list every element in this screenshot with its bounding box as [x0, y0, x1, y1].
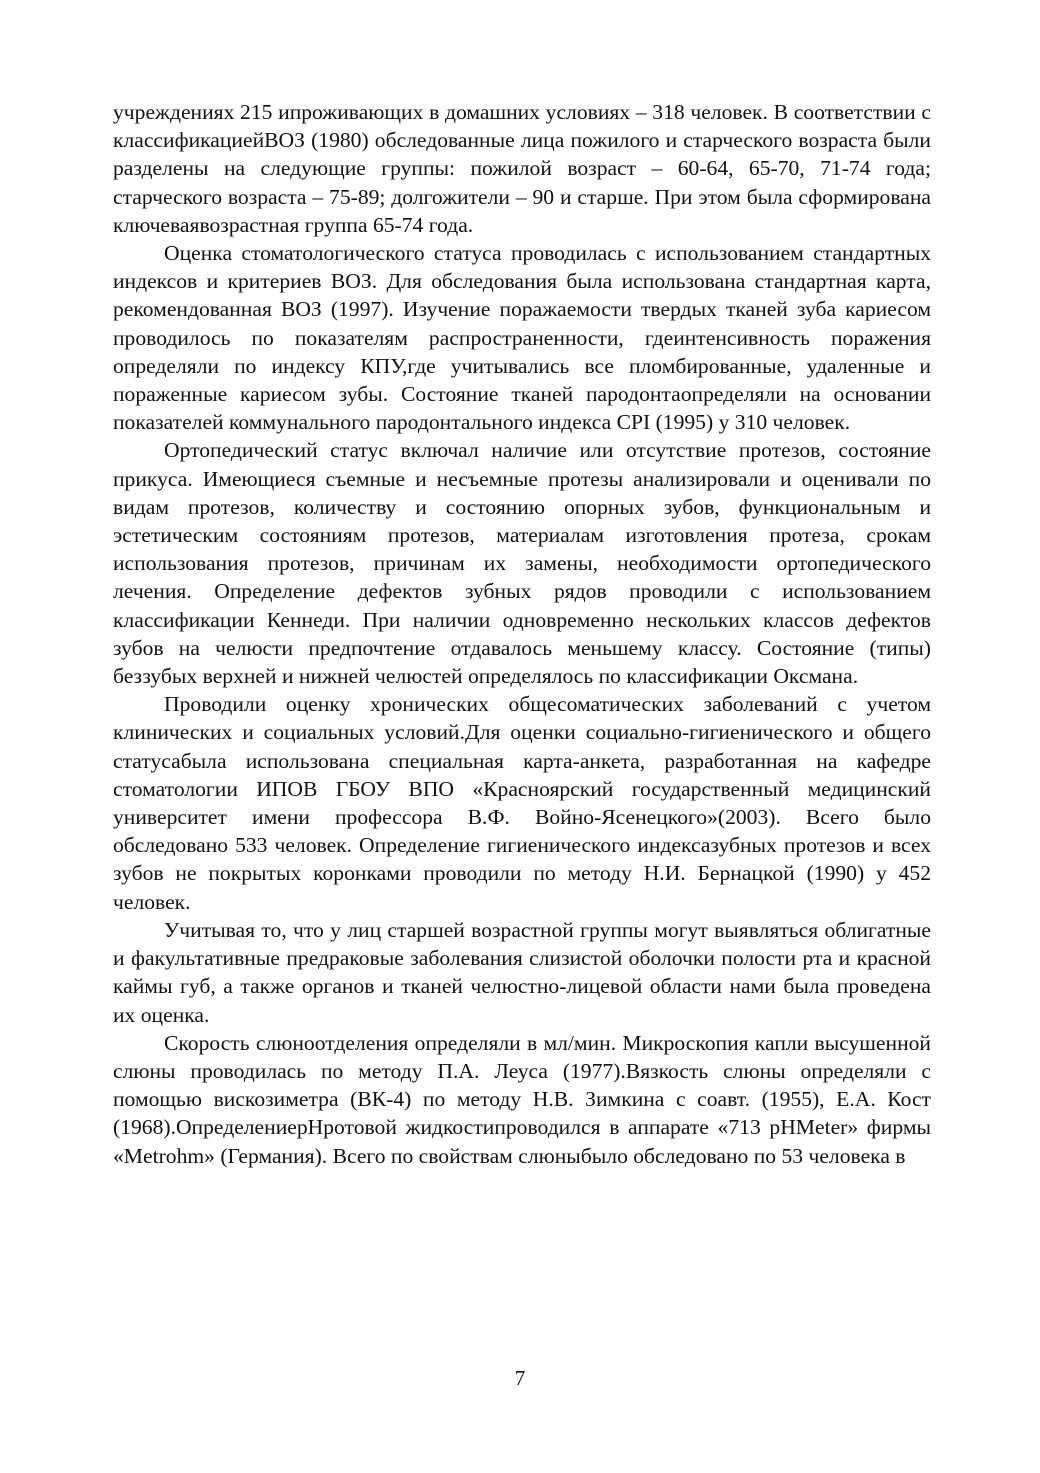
paragraph-precancerous-conditions: Учитывая то, что у лиц старшей возрастной группы могут выявляться облигатные и факультативные предраковые заболевания слизистой оболочки полости рта и красной каймы губ, а также органов и тканей челюстно-лицевой области нами была проведена их оценка. — [113, 917, 931, 1027]
page-number: 7 — [514, 1366, 526, 1390]
paragraph-continuation: учреждениях 215 ипроживающих в домашних условиях – 318 человек. В соответствии с классификациейВОЗ (1980) обследованные лица пожилого и старческого возраста были разделены на следующие группы: пожилой возраст – 60-64, 65-70, 71-74 года; старческого возраста – 75-89; долгожители – 90 и старше. При этом была сформирована ключеваявозрастная группа 65-74 года. — [113, 100, 931, 237]
paragraph-saliva-properties: Скорость слюноотделения определяли в мл/мин. Микроскопия капли высушенной слюны проводилась по методу П.А. Леуса (1977).Вязкость слюны определяли с помощью вискозиметра (ВК-4) по методу Н.В. Зимкина с соавт. (1955), Е.А. Кост (1968).ОпределениерНротовой жидкостипроводился в аппарате «713 pHMeter» фирмы «Metrohm» (Германия). Всего по свойствам слюныбыло обследовано по 53 человека в — [113, 1030, 931, 1168]
paragraph-somatic-diseases: Проводили оценку хронических общесоматических заболеваний с учетом клинических и социальных условий.Для оценки социально-гигиенического и общего статусабыла использована специальная карта-анкета, разработанная на кафедре стоматологии ИПОВ ГБОУ ВПО «Красноярский государственный медицинский университет имени профессора В.Ф. Войно-Ясенецкого»(2003). Всего было обследовано 533 человек. Определение гигиенического индексазубных протезов и всех зубов не покрытых коронками проводили по методу Н.И. Бернацкой (1990) у 452 человек. — [113, 692, 931, 914]
paragraph-dental-status: Оценка стоматологического статуса проводилась с использованием стандартных индексов и критериев ВОЗ. Для обследования была использована стандартная карта, рекомендованная ВОЗ (1997). Изучение поражаемости твердых тканей зуба кариесом проводилось по показателям распространенности, гдеинтенсивность поражения определяли по индексу КПУ,где учитывались все пломбированные, удаленные и пораженные кариесом зубы. Состояние тканей пародонтаопределяли на основании показателей коммунального пародонтального индекса CPI (1995) у 310 человек. — [113, 241, 931, 435]
page-body — [113, 98, 931, 1170]
paragraph-orthopedic-status: Ортопедический статус включал наличие или отсутствие протезов, состояние прикуса. Имеющиеся съемные и несъемные протезы анализировали и оценивали по видам протезов, количеству и состоянию опорных зубов, функциональным и эстетическим состояниям протезов, материалам изготовления протеза, срокам использования протезов, причинам их замены, необходимости ортопедического лечения. Определение дефектов зубных рядов проводили с использованием классификации Кеннеди. При наличии одновременно нескольких классов дефектов зубов на челюсти предпочтение отдавалось меньшему классу. Состояние (типы) беззубых верхней и нижней челюстей определялось по классификации Оксмана. — [113, 438, 931, 689]
